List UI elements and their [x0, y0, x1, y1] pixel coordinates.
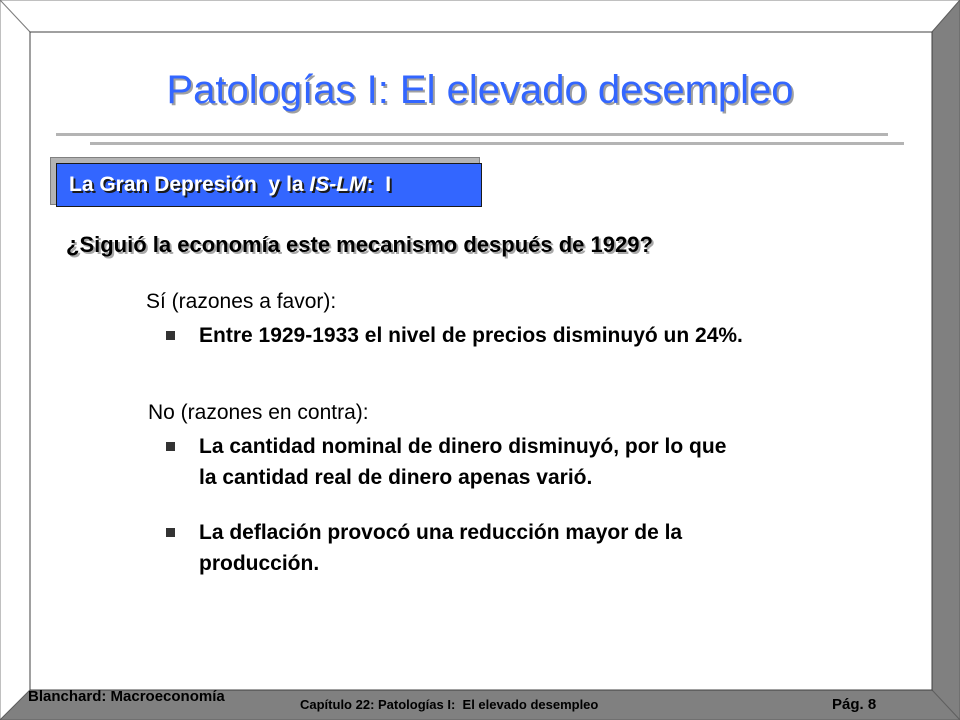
- bullet-line: La deflación provocó una reducción mayor de la: [199, 521, 683, 544]
- group-heading-no: No (razones en contra):: [148, 401, 369, 424]
- slide-title: Patologías I: El elevado desempleo: [166, 68, 794, 112]
- bullet-line: La cantidad nominal de dinero disminuyó, por lo que: [199, 435, 727, 458]
- footer-page-number: Pág. 8: [832, 696, 877, 713]
- frame-left-bevel: [0, 0, 30, 720]
- section-label-suffix: : I: [366, 173, 392, 196]
- square-bullet-icon: [166, 528, 175, 537]
- bullet-item: [166, 517, 906, 579]
- title-underline: [56, 133, 888, 136]
- section-box: [56, 163, 482, 207]
- section-label-prefix: La Gran Depresión y la: [69, 173, 310, 196]
- bullet-item: [166, 320, 906, 351]
- bullet-line: producción.: [199, 552, 320, 575]
- title-underline-shadow: [90, 142, 904, 145]
- footer-book: Blanchard: Macroeconomía: [28, 688, 225, 705]
- section-label-italic: IS-LM: [309, 173, 367, 196]
- footer-chapter: Capítulo 22: Patologías I: El elevado desempleo: [300, 697, 599, 712]
- bullet-item: [166, 431, 906, 493]
- section-label: [69, 173, 391, 197]
- question: ¿Siguió la economía este mecanismo después de 1929?: [66, 232, 653, 257]
- frame-right-bevel: [932, 0, 960, 720]
- frame-top-bevel: [0, 0, 960, 32]
- group-heading-yes: Sí (razones a favor):: [146, 290, 337, 313]
- square-bullet-icon: [166, 331, 175, 340]
- frame-inner-border: [30, 32, 932, 690]
- bullet-line: Entre 1929-1933 el nivel de precios disminuyó un 24%.: [199, 324, 743, 347]
- square-bullet-icon: [166, 442, 175, 451]
- bullet-line: la cantidad real de dinero apenas varió.: [199, 466, 593, 489]
